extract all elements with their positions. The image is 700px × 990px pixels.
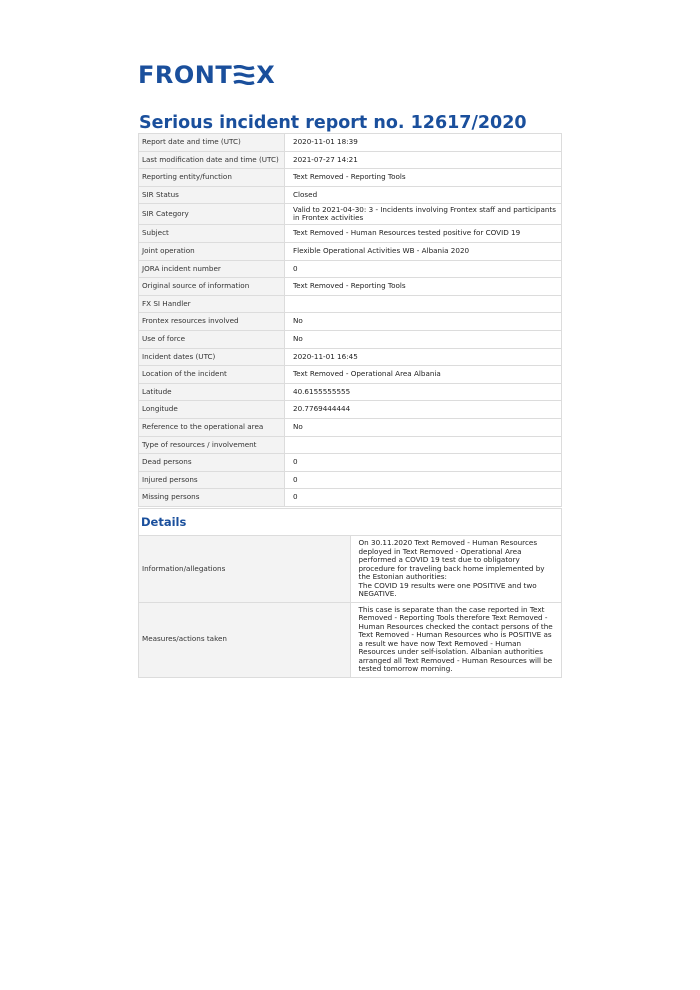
field-value: Text Removed - Reporting Tools <box>285 278 562 296</box>
field-value: Closed <box>285 186 562 204</box>
field-label: Latitude <box>139 383 285 401</box>
table-row <box>139 151 562 169</box>
field-label: Dead persons <box>139 454 285 472</box>
field-label: Frontex resources involved <box>139 313 285 331</box>
details-label: Information/allegations <box>139 536 351 603</box>
field-label: Longitude <box>139 401 285 419</box>
table-row <box>139 348 562 366</box>
field-label: Report date and time (UTC) <box>139 134 285 152</box>
table-row <box>139 242 562 260</box>
details-heading: Details <box>139 509 562 536</box>
field-label: Missing persons <box>139 489 285 507</box>
field-value: 2020-11-01 18:39 <box>285 134 562 152</box>
field-label: Incident dates (UTC) <box>139 348 285 366</box>
table-row <box>139 454 562 472</box>
field-label: JORA incident number <box>139 260 285 278</box>
field-value <box>285 295 562 313</box>
field-value: 20.7769444444 <box>285 401 562 419</box>
field-value: 0 <box>285 454 562 472</box>
table-row <box>139 295 562 313</box>
field-label: Use of force <box>139 330 285 348</box>
field-label: Joint operation <box>139 242 285 260</box>
table-row <box>139 278 562 296</box>
logo-text-right: X <box>256 61 276 89</box>
details-table <box>138 508 562 678</box>
field-value: No <box>285 313 562 331</box>
field-label: Location of the incident <box>139 366 285 384</box>
table-row <box>139 330 562 348</box>
field-value <box>285 436 562 454</box>
field-label: Original source of information <box>139 278 285 296</box>
field-label: Reference to the operational area <box>139 418 285 436</box>
field-value: 2021-07-27 14:21 <box>285 151 562 169</box>
details-value: On 30.11.2020 Text Removed - Human Resources deployed in Text Removed - Operational Area performed a COVID 19 test due to obligatory procedure for traveling back home implemented by the Estonian authorities: The COVID 19 results were one POSITIVE and two NEGATIVE. <box>350 536 562 603</box>
field-value: Text Removed - Reporting Tools <box>285 169 562 187</box>
details-value: This case is separate than the case reported in Text Removed - Reporting Tools therefore Text Removed - Human Resources checked the contact persons of the Text Removed - Human Resources who is POSITIVE as a result we have now Text Removed - Human Resources under self-isolation. Albanian authorities arranged all Text Removed - Human Resources will be tested tomorrow morning. <box>350 602 562 677</box>
field-value: Valid to 2021-04-30: 3 - Incidents involving Frontex staff and participants in Frontex activities <box>285 204 562 225</box>
field-label: FX SI Handler <box>139 295 285 313</box>
field-value: 40.6155555555 <box>285 383 562 401</box>
table-row <box>139 401 562 419</box>
report-fields-table <box>138 133 562 507</box>
field-label: Type of resources / involvement <box>139 436 285 454</box>
logo-text-left: FRONT <box>138 61 233 89</box>
table-row <box>139 418 562 436</box>
table-row <box>139 471 562 489</box>
table-row <box>139 260 562 278</box>
details-heading-row <box>139 509 562 536</box>
field-label: Reporting entity/function <box>139 169 285 187</box>
table-row <box>139 169 562 187</box>
table-row <box>139 186 562 204</box>
table-row <box>139 383 562 401</box>
table-row <box>139 204 562 225</box>
field-value: Text Removed - Human Resources tested positive for COVID 19 <box>285 225 562 243</box>
field-value: 0 <box>285 260 562 278</box>
table-row <box>139 489 562 507</box>
field-value: 0 <box>285 489 562 507</box>
table-row <box>139 313 562 331</box>
field-value: Text Removed - Operational Area Albania <box>285 366 562 384</box>
frontex-logo <box>138 63 275 87</box>
field-value: Flexible Operational Activities WB - Albania 2020 <box>285 242 562 260</box>
details-label: Measures/actions taken <box>139 602 351 677</box>
table-row <box>139 366 562 384</box>
table-row <box>139 134 562 152</box>
table-row <box>139 536 562 603</box>
field-label: SIR Category <box>139 204 285 225</box>
field-value: No <box>285 330 562 348</box>
table-row <box>139 436 562 454</box>
table-row <box>139 602 562 677</box>
field-label: Subject <box>139 225 285 243</box>
page-title: Serious incident report no. 12617/2020 <box>139 113 527 133</box>
field-label: Injured persons <box>139 471 285 489</box>
field-value: 0 <box>285 471 562 489</box>
field-label: Last modification date and time (UTC) <box>139 151 285 169</box>
table-row <box>139 225 562 243</box>
field-value: No <box>285 418 562 436</box>
field-value: 2020-11-01 16:45 <box>285 348 562 366</box>
logo-e-mark-icon <box>233 65 255 85</box>
field-label: SIR Status <box>139 186 285 204</box>
